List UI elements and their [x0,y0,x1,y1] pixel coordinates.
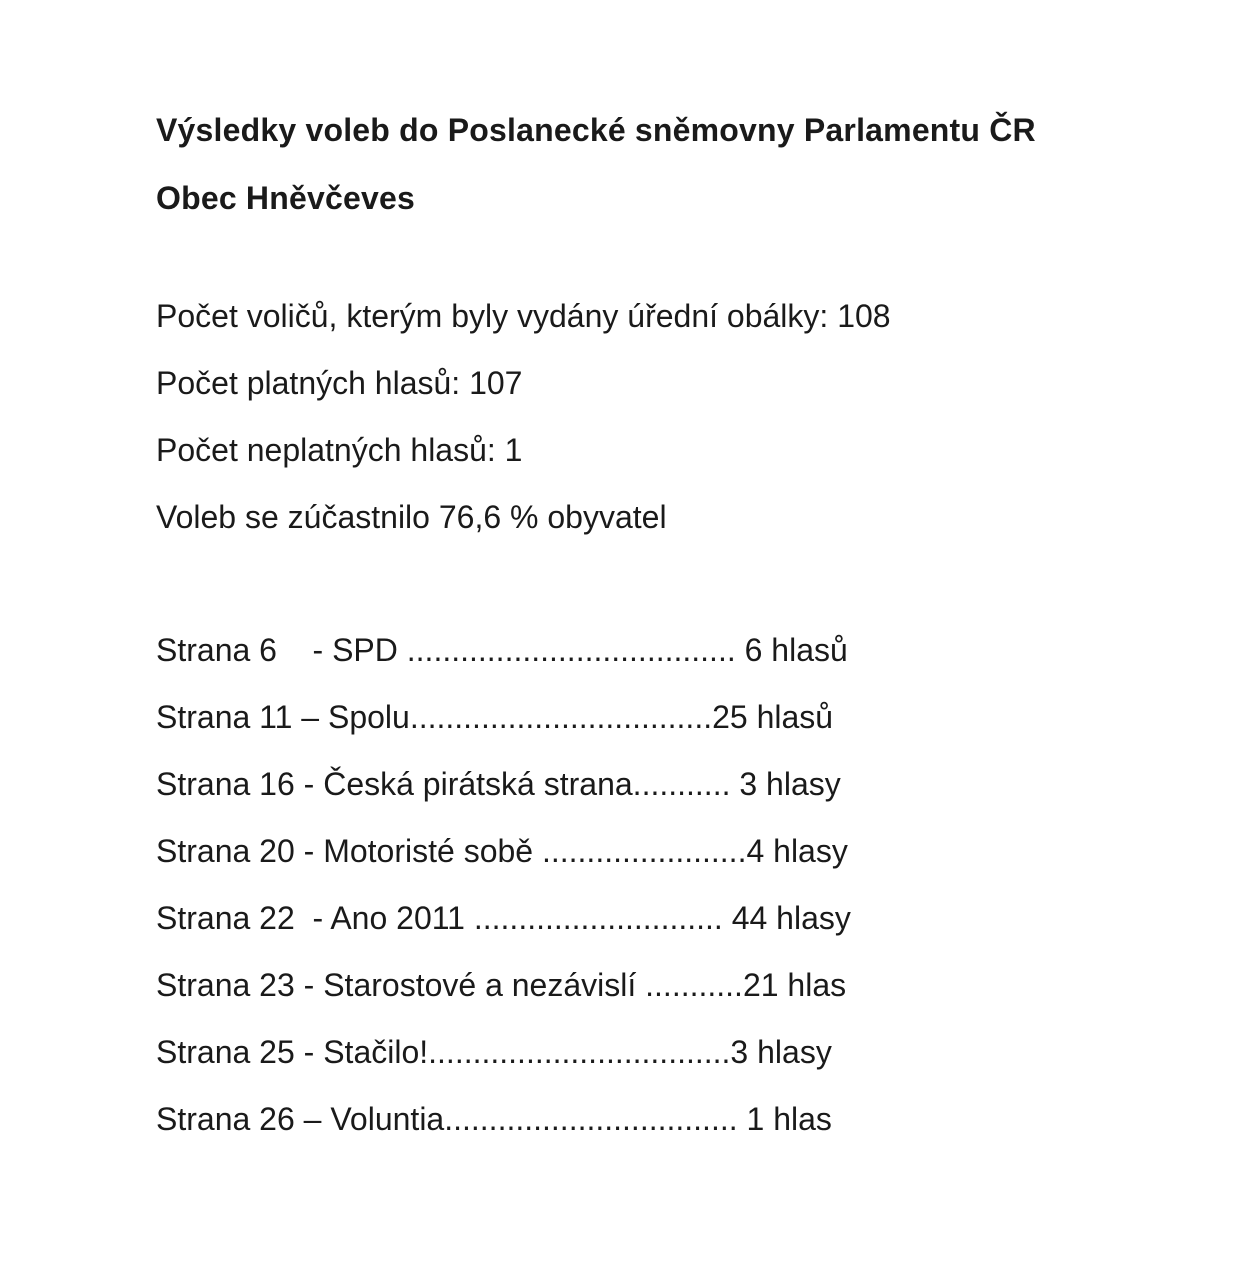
result-party-22: Strana 22 - Ano 2011 ............................ 44 hlasy [156,900,851,936]
stat-valid-votes: Počet platných hlasů: 107 [156,365,523,401]
party-results-list [156,628,851,1164]
stat-envelopes-issued: Počet voličů, kterým byly vydány úřední obálky: 108 [156,298,891,334]
document-page [156,0,1216,1280]
result-party-11: Strana 11 – Spolu..................................25 hlasů [156,699,834,735]
result-party-16: Strana 16 - Česká pirátská strana........... 3 hlasy [156,766,841,802]
voting-statistics [156,294,891,562]
municipality-name: Obec Hněvčeves [156,180,415,216]
document-title: Výsledky voleb do Poslanecké sněmovny Parlamentu ČR [156,112,1036,148]
result-party-6: Strana 6 - SPD ..................................... 6 hlasů [156,632,848,668]
stat-invalid-votes: Počet neplatných hlasů: 1 [156,432,523,468]
result-party-26: Strana 26 – Voluntia................................. 1 hlas [156,1101,832,1137]
result-party-25: Strana 25 - Stačilo!..................................3 hlasy [156,1034,832,1070]
result-party-23: Strana 23 - Starostové a nezávislí ...........21 hlas [156,967,847,1003]
stat-turnout: Voleb se zúčastnilo 76,6 % obyvatel [156,499,667,535]
result-party-20: Strana 20 - Motoristé sobě .......................4 hlasy [156,833,848,869]
